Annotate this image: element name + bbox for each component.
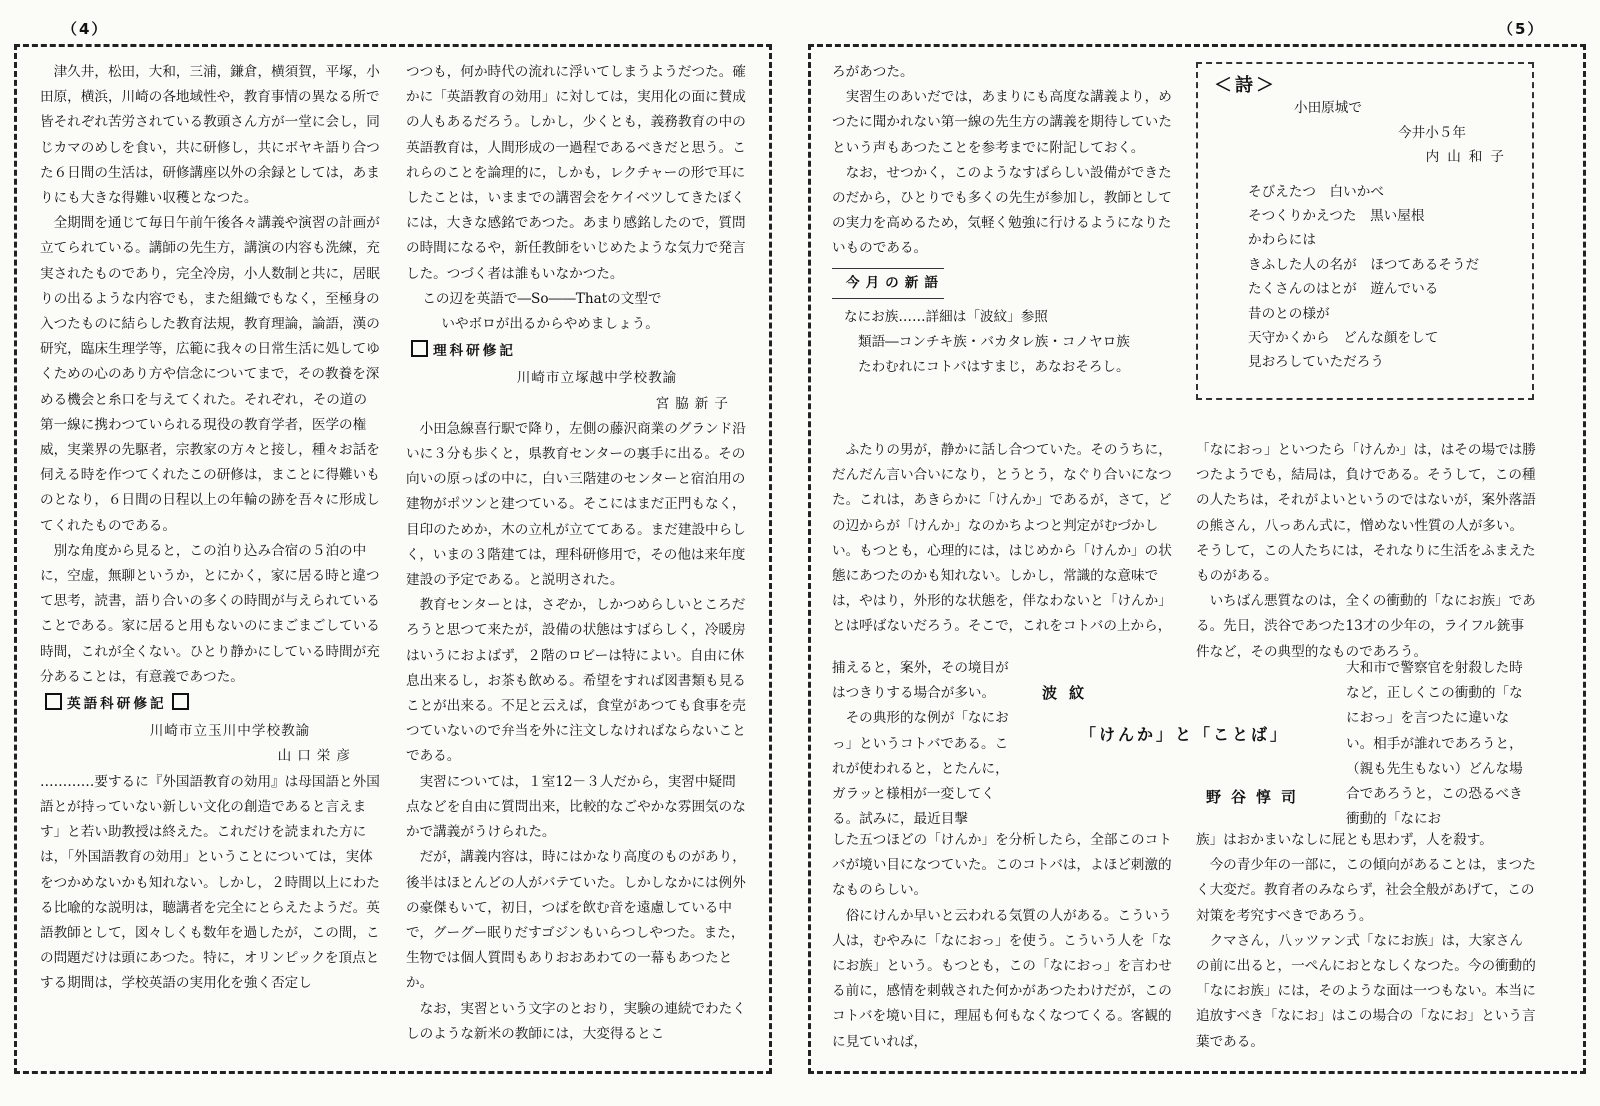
left-column-2 — [406, 60, 748, 1065]
paragraph: つつも，何か時代の流れに浮いてしまうようだつた。確かに「英語教育の効用」に対しては，実用化の面に賛成の人もあるだろう。しかし，少くとも，義務教育の中の英語教育は，人間形成の一過程であるべきだと思う。これらのことを論理的に，しかも，レクチャーの形で耳にしたことは，いままでの講習会をケイベツしてきたぼくには，大きな感銘であつた。あまり感銘したので，質問の時間になるや，新任教師をいじめたような気力で発言した。つづく者は誰もいなかつた。 — [406, 64, 746, 282]
byline-school: 川崎市立塚越中学校教諭 — [516, 370, 678, 387]
section-heading-english — [40, 692, 380, 717]
paragraph: 津久井，松田，大和，三浦，鎌倉，横須賀，平塚，小田原，横浜，川崎の各地域性や，教育事情の異なる所で皆それぞれ苦労されている教頭さん方が一堂に会し，同じカマのめしを食い，共に研修し，共にボヤキ語り合つた６日間の生活は，研修講座以外の余録としては，あまりにも大きな得難い収穫となつた。 — [40, 64, 380, 207]
poem-line: そびえたつ 白いかべ — [1248, 183, 1384, 200]
page-number-left: （4） — [62, 20, 109, 38]
paragraph: ろがあつた。 — [832, 64, 914, 80]
article-col2-bottom — [1196, 828, 1536, 1058]
paragraph: 捕えると，案外，その境目がはつきりする場合が多い。 — [832, 660, 1009, 702]
paragraph: クマさん，八ッツァン式「なにお族」は，大家さんの前に出ると，一ぺんにおとなしくなつた。今の衝動的「なにお族」には，そのような面は一つもない。本当に追放すべき「なにお」はこの場合の「なにお」という言葉である。 — [1196, 932, 1536, 1050]
byline-name: 宮脇新子 — [655, 395, 734, 412]
paragraph: 教育センターとは，さぞか，しかつめらしいところだろうと思つて来たが，設備の状態はすばらしく，冷暖房はいうにおよばず，２階のロビーは特によい。自由に休息出来るし，お茶も飲める。希望をすれば図書類も見ることが出来る。不足と云えば，食堂があつても食事を売つていないので弁当を外に注文しなければならないことである。 — [406, 597, 746, 765]
poem-school: 今井小５年 — [1398, 124, 1466, 141]
poem-title: 小田原城で — [1294, 100, 1362, 117]
page-number-right: （5） — [1498, 20, 1545, 38]
article-author: 野谷惇司 — [1206, 788, 1307, 806]
article-title: 「けんか」と「ことば」 — [1080, 725, 1290, 744]
new-words-line: なにお族……詳細は「波紋」参照 — [844, 308, 1048, 325]
article-col1-narrow — [832, 656, 1016, 828]
poem-box — [1196, 62, 1534, 400]
poem-line: きふした人の名が ほつてあるそうだ — [1248, 256, 1480, 273]
new-words-heading: 今月の新語 — [832, 268, 944, 299]
paragraph: 別な角度から見ると，この泊り込み合宿の５泊の中に，空虚，無聊というか，とにかく，家に居る時と違つて思考，読書，語り合いの多くの時間が与えられていることである。家に居ると用もないのにまごまごしている時間，これが全くない。ひとり静かにしている時間が充分あることは，有意義であつた。 — [40, 542, 380, 685]
new-words-line: 類語―コンチキ族・バカタレ族・コノヤロ族 — [858, 334, 1130, 351]
byline-name: 山口栄彦 — [277, 748, 356, 765]
poem-author: 内山和子 — [1425, 149, 1512, 166]
article-col1-bottom — [832, 828, 1172, 1058]
section-heading-science — [406, 339, 748, 364]
article-column-label: 波紋 — [1042, 684, 1097, 702]
paragraph: 全期間を通じて毎日午前午後各々講義や演習の計画が立てられている。講師の先生方，講演の内容も洗練，充実されたものであり，完全冷房，小人数制と共に，居眠りの出るような内容でも，また組織でもなく，至極身の入つたものに結らした教育法規，教育理論，論語，漢の研究，臨床生理学等，広範に我々の日常生活に処してゆくための心のあり方や信念についてまで，その教養を深める機会と糸口を与えてくれた。それぞれ，その道の第一線に携わつていられる現役の教育学者，医学の権威，実業界の先駆者，宗教家の方々と接し，種々お話を伺える時を作つてくれたこの研修は，まことに得難いものとなり，６日間の日程以上の年輪の跡を吾々に形成してくれたものである。 — [40, 215, 380, 534]
paragraph: 「なにおっ」といつたら「けんか」は，はその場では勝つたようでも，結局は，負けである。そうして，この種の人たちは，それがよいというのではないが，案外落語の熊さん，八っあん式に，憎めない性質の人が多い。そうして，この人たちには，それなりに生活をふまえたものがある。 — [1196, 442, 1536, 585]
paragraph: いちばん悪質なのは，全くの衝動的「なにお族」である。先日，渋谷であつた13才の少年の，ライフル銃事件など，その典型的なものであろう。 — [1196, 593, 1536, 660]
article-col2-narrow — [1346, 656, 1536, 832]
paragraph: だが，講義内容は，時にはかなり高度のものがあり，後半はほとんどの人がバテていた。しかしなかには例外の豪傑もいて，初日，つばを飲む音を遠慮している中で，グーグー眠りだすゴジンもいらつしやつた。また，生物では個人質問もありおおあわての一幕もあつたとか。 — [406, 849, 746, 992]
poem-line: 天守かくから どんな顔をして — [1248, 330, 1439, 347]
section-title: 英語科研修記 — [67, 696, 167, 713]
poem-label: ＜詩＞ — [1214, 75, 1277, 96]
paragraph: …………要するに『外国語教育の効用』は母国語と外国語とが持っていない新しい文化の創造であると言えます」と若い助教授は終えた。これだけを読まれた方には，「外国語教育の効用」ということについては，実体をつかめないかも知れない。しかし，２時間以上にわたる比喩的な説明は，聴講者を完全にとらえたようだ。英語教師として，図々しくも数年を過したが，この間，この問題だけは頭にあつた。特に，オリンピックを頂点とする期間は，学校英語の実用化を強く否定し — [40, 773, 380, 992]
poem-line: 見おろしていただろう — [1248, 354, 1384, 371]
paragraph: 大和市で警察官を射殺した時など，正しくこの衝動的「なにおっ」を言つたに違いない。相手が誰れであろうと，（親も先生もない）どんな場合であろうと，この恐るべき衝動的「なにお — [1346, 660, 1523, 828]
square-icon — [411, 340, 428, 357]
paragraph: 今の青少年の一部に，この傾向があることは，まつたく大変だ。教育者のみならず，社会全般があげて，この対策を考究すべきであろう。 — [1196, 857, 1536, 924]
poem-line: そつくりかえつた 黒い屋根 — [1248, 208, 1425, 225]
article-col1-top — [832, 438, 1172, 656]
square-icon — [45, 693, 62, 710]
section-title: 理科研修記 — [433, 343, 516, 360]
paragraph: 小田急線喜行駅で降り，左側の藤沢商業のグランド沿いに３分も歩くと，県教育センターの裏手に出る。その向いの原っぱの中に，白い三階建のセンターと宿泊用の建物がポツンと建つている。そこにはまだ正門もなく，目印のためか，木の立札が立ててある。まだ建設中らしく，いまの３階建ては，理科研修用で，その他は来年度建設の予定である。と説明された。 — [406, 420, 746, 589]
paragraph: した五つほどの「けんか」を分析したら，全部このコトバが境い目になつていた。このコトバは，よほど刺激的なものらしい。 — [832, 832, 1172, 899]
paragraph: 俗にけんか早いと云われる気質の人がある。こういう人は，むやみに「なにおっ」を使う。こういう人を「なにお族」という。もつとも，この「なにおっ」を言わせる前に，感情を刺戟された何かがあつたわけだが，このコトバを境い目に，理屈も何もなくなつてくる。客観的に見ていれば， — [832, 907, 1172, 1050]
paragraph: なお，実習という文字のとおり，実験の連続でわたくしのような新米の教師には，大変得るとこ — [406, 1000, 746, 1042]
square-icon — [172, 693, 189, 710]
new-words-line: たわむれにコトバはすまじ，あなおそろし。 — [858, 359, 1130, 376]
left-column-1 — [40, 60, 380, 1065]
paragraph: ふたりの男が，静かに話し合つていた。そのうちに，だんだん言い合いになり，とうとう，なぐり合いになつた。これは，あきらかに「けんか」であるが，さて，どの辺からが「けんか」なのかちよつと判定がむづかしい。もつとも，心理的には，はじめから「けんか」の状態にあつたのかも知れない。しかし，常識的な意味では，やはり，外形的な状態を，伴なわないと「けんか」とは呼ばないだろう。そこで，これをコトバの上から， — [832, 442, 1172, 635]
article-col2-top — [1196, 438, 1536, 660]
byline-school: 川崎市立玉川中学校教諭 — [149, 723, 311, 740]
quote-line: この辺を英語で―So――Thatの文型で — [422, 290, 662, 307]
poem-line: たくさんのはとが 遊んでいる — [1248, 281, 1439, 298]
paragraph: なお，せつかく，このようなすばらしい設備ができたのだから，ひとりでも多くの先生が参加し，教師としての実力を高めるため，気軽く勉強に行けるようになりたいものである。 — [832, 164, 1172, 257]
poem-line: 昔のとの様が — [1248, 305, 1330, 322]
paragraph: 実習生のあいだでは，あまりにも高度な講義より，めつたに聞かれない第一線の先生方の講義を期待していたという声もあつたことを参考までに附記しておく。 — [832, 89, 1172, 156]
poem-line: かわらには — [1248, 232, 1316, 249]
paragraph: 実習については，１室12－３人だから，実習中疑問点などを自由に質問出来，比較的なごやかな雰囲気のなかで講義がうけられた。 — [406, 773, 746, 841]
paragraph: 族」はおかまいなしに屁とも思わず，人を殺す。 — [1196, 832, 1493, 848]
paragraph: その典形的な例が「なにおっ」というコトバである。これが使われると，とたんに，ガラッと様相が一変してくる。試みに，最近目撃 — [832, 710, 1009, 828]
right-top-column — [832, 60, 1172, 422]
quote-line: いやボロが出るからやめましょう。 — [441, 316, 659, 333]
